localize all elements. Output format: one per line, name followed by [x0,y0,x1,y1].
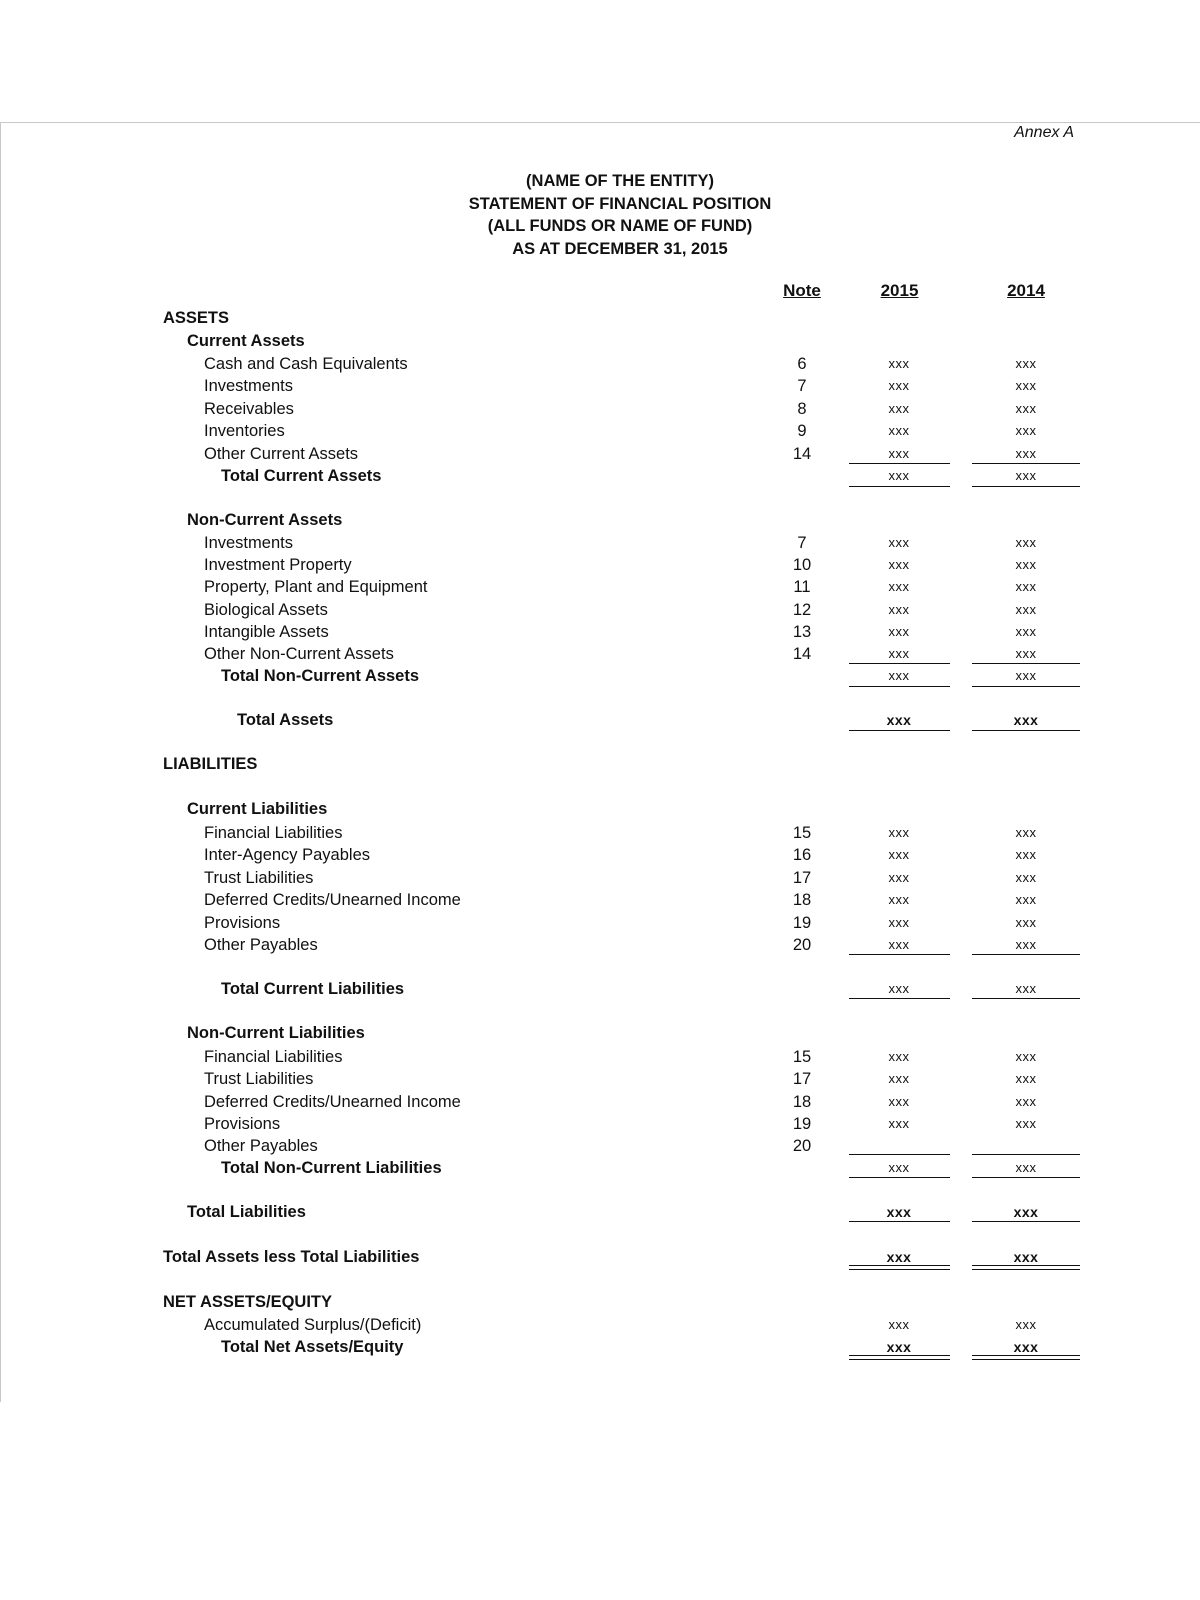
value-2014: xxx [1015,579,1037,594]
underline [972,954,1080,955]
underline [972,663,1080,664]
underline [849,486,950,487]
value-2015: xxx [888,1049,910,1064]
row-note: 8 [797,400,807,418]
value-2015: xxx [886,1204,912,1220]
row-label: Trust Liabilities [204,1070,314,1088]
value-2014: xxx [1015,602,1037,617]
year-2015-column-header: 2015 [880,281,919,300]
table-row [0,1022,1200,1044]
table-row [0,912,1200,934]
table-row [0,330,1200,352]
value-2015: xxx [888,1071,910,1086]
value-2014: xxx [1015,981,1037,996]
underline [849,1177,950,1178]
row-label: Total Assets [237,711,334,729]
row-label: Non-Current Liabilities [187,1024,365,1042]
row-label: Investments [204,377,293,395]
row-label: Total Non-Current Assets [221,667,420,685]
row-note: 10 [792,556,812,574]
value-2015: xxx [888,602,910,617]
value-2014: xxx [1013,1249,1039,1265]
value-2014: xxx [1015,915,1037,930]
row-label: Inventories [204,422,285,440]
row-label: Total Non-Current Liabilities [221,1159,442,1177]
value-2015: xxx [888,535,910,550]
value-2014: xxx [1015,624,1037,639]
table-row [0,307,1200,329]
value-2014: xxx [1015,1094,1037,1109]
table-row [0,867,1200,889]
value-2014: xxx [1015,646,1037,661]
table-row [0,978,1200,1000]
underline [972,486,1080,487]
row-label: Other Payables [204,1137,318,1155]
row-note: 14 [792,445,812,463]
value-2014: xxx [1013,712,1039,728]
table-row [0,753,1200,775]
value-2015: xxx [888,1094,910,1109]
underline [849,954,950,955]
row-note: 6 [797,355,807,373]
row-label: LIABILITIES [163,755,258,773]
fund-name: (ALL FUNDS OR NAME OF FUND) [487,217,753,235]
value-2015: xxx [888,870,910,885]
row-label: Provisions [204,914,281,932]
row-note: 14 [792,645,812,663]
table-row [0,1201,1200,1223]
value-2015: xxx [888,981,910,996]
row-note: 13 [792,623,812,641]
row-label: Biological Assets [204,601,328,619]
value-2014: xxx [1015,423,1037,438]
row-label: Cash and Cash Equivalents [204,355,408,373]
underline [849,686,950,687]
row-note: 20 [792,1137,812,1155]
value-2015: xxx [886,1339,912,1355]
double-underline [849,1355,950,1360]
value-2015: xxx [886,1249,912,1265]
underline [849,730,950,731]
table-row [0,1113,1200,1135]
row-label: Total Liabilities [187,1203,306,1221]
table-row [0,665,1200,687]
table-row [0,443,1200,465]
value-2014: xxx [1013,1204,1039,1220]
table-row [0,353,1200,375]
entity-name: (NAME OF THE ENTITY) [526,172,714,190]
value-2015: xxx [888,646,910,661]
underline [972,463,1080,464]
row-label: Other Non-Current Assets [204,645,394,663]
note-column-header: Note [783,281,821,300]
table-row [0,509,1200,531]
value-2014: xxx [1015,870,1037,885]
value-2014: xxx [1013,1339,1039,1355]
value-2014: xxx [1015,1160,1037,1175]
row-note: 17 [792,869,812,887]
table-row [0,822,1200,844]
value-2014: xxx [1015,668,1037,683]
table-row [0,1314,1200,1336]
value-2014: xxx [1015,847,1037,862]
row-note: 12 [792,601,812,619]
row-label: Inter-Agency Payables [204,846,371,864]
underline [972,1177,1080,1178]
value-2015: xxx [888,378,910,393]
row-label: Investments [204,534,293,552]
underline [972,730,1080,731]
row-note: 20 [792,936,812,954]
row-label: Current Liabilities [187,800,328,818]
row-label: Provisions [204,1115,281,1133]
table-row [0,643,1200,665]
statement-name: STATEMENT OF FINANCIAL POSITION [468,194,772,213]
row-label: Trust Liabilities [204,869,314,887]
underline [849,463,950,464]
value-2014: xxx [1015,557,1037,572]
value-2014: xxx [1015,892,1037,907]
row-label: Total Net Assets/Equity [221,1338,404,1356]
value-2015: xxx [888,557,910,572]
value-2014: xxx [1015,825,1037,840]
table-row [0,934,1200,956]
row-label: Total Assets less Total Liabilities [163,1248,420,1266]
table-row [0,1291,1200,1313]
value-2015: xxx [888,1317,910,1332]
value-2015: xxx [888,892,910,907]
row-label: Financial Liabilities [204,1048,343,1066]
table-row [0,532,1200,554]
underline [972,686,1080,687]
table-row [0,621,1200,643]
value-2015: xxx [888,1160,910,1175]
table-row [0,1046,1200,1068]
value-2015: xxx [888,1116,910,1131]
table-row [0,599,1200,621]
row-note: 7 [797,534,807,552]
value-2015: xxx [888,356,910,371]
row-label: NET ASSETS/EQUITY [163,1293,332,1311]
value-2015: xxx [888,668,910,683]
table-row [0,889,1200,911]
value-2014: xxx [1015,1071,1037,1086]
value-2015: xxx [888,579,910,594]
row-note: 16 [792,846,812,864]
row-label: Receivables [204,400,294,418]
statement-title [0,170,1200,260]
value-2014: xxx [1015,1049,1037,1064]
row-note: 15 [792,1048,812,1066]
value-2015: xxx [888,423,910,438]
value-2015: xxx [888,624,910,639]
row-label: Deferred Credits/Unearned Income [204,891,461,909]
row-note: 15 [792,824,812,842]
underline [972,1154,1080,1155]
row-label: Total Current Assets [221,467,382,485]
table-row [0,420,1200,442]
value-2014: xxx [1015,356,1037,371]
row-label: Non-Current Assets [187,511,343,529]
double-underline [849,1265,950,1270]
row-label: Other Current Assets [204,445,359,463]
row-note: 11 [793,578,811,596]
value-2014: xxx [1015,446,1037,461]
value-2015: xxx [888,915,910,930]
row-label: Accumulated Surplus/(Deficit) [204,1316,422,1334]
underline [849,663,950,664]
value-2015: xxx [886,712,912,728]
underline [972,1221,1080,1222]
underline [849,998,950,999]
row-label: Investment Property [204,556,352,574]
table-row [0,798,1200,820]
year-2014-column-header: 2014 [1007,281,1045,300]
table-row [0,398,1200,420]
row-note: 19 [792,1115,812,1133]
value-2014: xxx [1015,937,1037,952]
row-note: 9 [797,422,807,440]
underline [849,1154,950,1155]
value-2014: xxx [1015,468,1037,483]
row-note: 18 [792,1093,812,1111]
value-2015: xxx [888,446,910,461]
row-label: Intangible Assets [204,623,329,641]
table-row [0,844,1200,866]
row-label: Deferred Credits/Unearned Income [204,1093,461,1111]
row-label: Other Payables [204,936,318,954]
row-label: Current Assets [187,332,305,350]
underline [972,998,1080,999]
table-row [0,1157,1200,1179]
table-row [0,709,1200,731]
row-note: 17 [792,1070,812,1088]
row-label: Property, Plant and Equipment [204,578,428,596]
row-label: Total Current Liabilities [221,980,405,998]
row-note: 18 [792,891,812,909]
value-2014: xxx [1015,1317,1037,1332]
table-row [0,554,1200,576]
value-2015: xxx [888,468,910,483]
row-note: 19 [792,914,812,932]
value-2014: xxx [1015,401,1037,416]
row-label: ASSETS [163,309,230,327]
double-underline [972,1355,1080,1360]
value-2015: xxx [888,847,910,862]
value-2014: xxx [1015,535,1037,550]
value-2015: xxx [888,937,910,952]
value-2015: xxx [888,401,910,416]
annex-label: Annex A [1014,124,1074,141]
table-row [0,465,1200,487]
statement-date: AS AT DECEMBER 31, 2015 [512,239,728,258]
double-underline [972,1265,1080,1270]
row-label: Financial Liabilities [204,824,343,842]
underline [849,1221,950,1222]
table-row [0,576,1200,598]
row-note: 7 [797,377,807,395]
value-2015: xxx [888,825,910,840]
value-2014: xxx [1015,378,1037,393]
value-2014: xxx [1015,1116,1037,1131]
table-row [0,1091,1200,1113]
table-row [0,1068,1200,1090]
table-row [0,375,1200,397]
